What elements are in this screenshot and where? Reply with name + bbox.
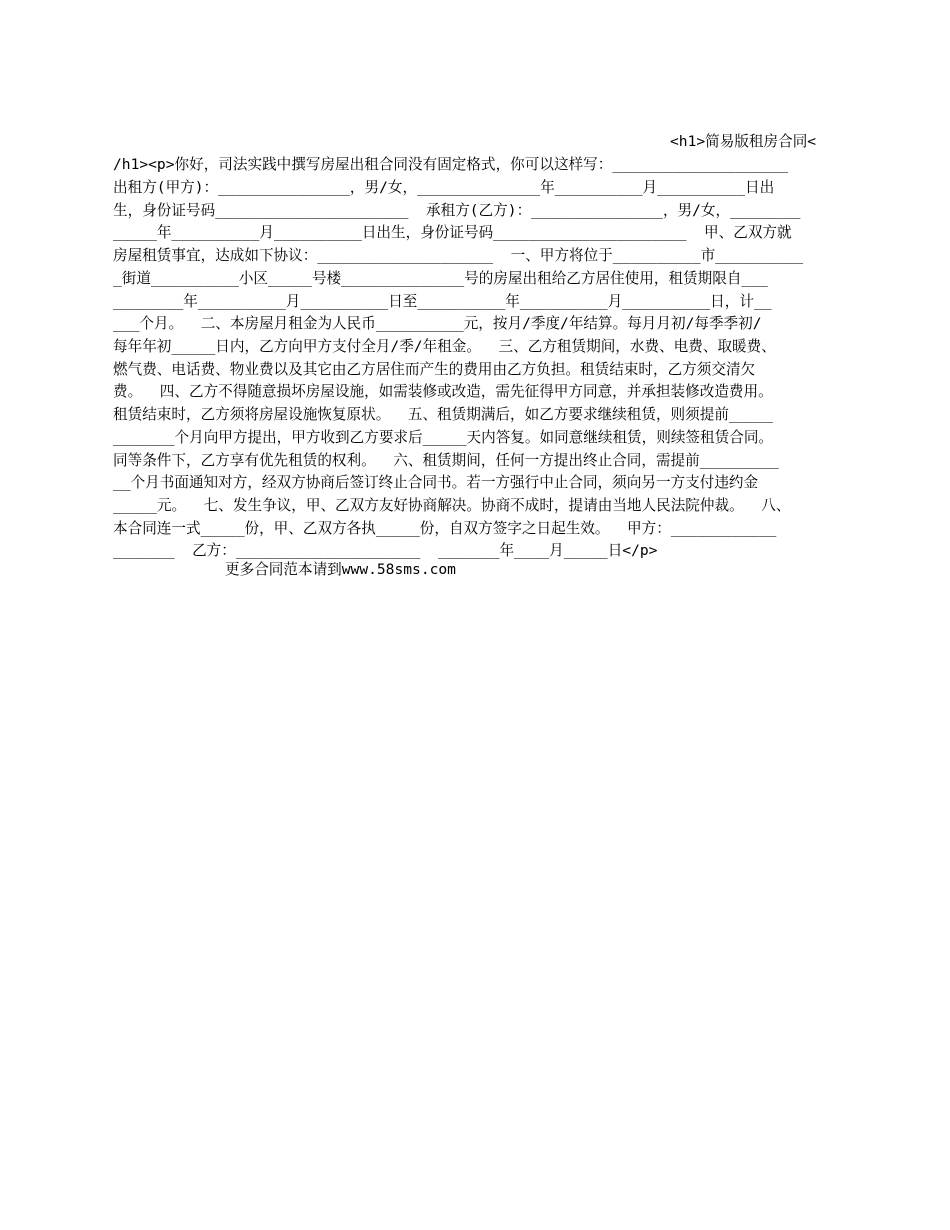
document-line: _街道__________小区_____号楼______________号的房屋出租给乙方居住使用，租赁期限自___ (113, 270, 768, 287)
document-line: ___个月。 二、本房屋月租金为人民币__________元，按月/季度/年结算。每月月初/每季季初/ (113, 315, 762, 332)
document-line: 每年年初_____日内，乙方向甲方支付全月/季/年租金。 三、乙方租赁期间，水费、电费、取暖费、 (113, 338, 776, 355)
document-line: 燃气费、电话费、物业费以及其它由乙方居住而产生的费用由乙方负担。租赁结束时，乙方须交清欠 (113, 361, 756, 378)
document-line: <h1>简易版租房合同< (670, 133, 817, 150)
document-line: _______ 乙方：_____________________ _______年____月_____日</p> (113, 542, 658, 559)
document-line: 出租方(甲方)：_______________，男/女，______________年__________月__________日出 (113, 179, 775, 196)
document-line: 租赁结束时，乙方须将房屋设施恢复原状。 五、租赁期满后，如乙方要求继续租赁，则须提前_____ (113, 406, 773, 423)
document-line: 本合同连一式_____份，甲、乙双方各执_____份，自双方签字之日起生效。 甲方：____________ (113, 520, 777, 537)
document-line: _____年__________月__________日出生，身份证号码______________________ 甲、乙双方就 (113, 224, 792, 241)
document-line: _____元。 七、发生争议，甲、乙双方友好协商解决。协商不成时，提请由当地人民法院仲裁。 八、 (113, 497, 791, 514)
document-line: 房屋租赁事宜，达成如下协议：____________________ 一、甲方将位于__________市__________ (113, 247, 804, 264)
document-line: 生，身份证号码______________________ 承租方(乙方)：_______________，男/女，________ (113, 202, 801, 219)
document-line: 费。 四、乙方不得随意损坏房屋设施，如需装修或改造，需先征得甲方同意，并承担装修改造费用。 (113, 383, 773, 400)
footer-website-text: 更多合同范本请到www.58sms.com (225, 561, 456, 578)
document-line: /h1><p>你好，司法实践中撰写房屋出租合同没有固定格式，你可以这样写：____________________ (113, 156, 789, 173)
document-line: __个月书面通知对方，经双方协商后签订终止合同书。若一方强行中止合同，须向另一方支付违约金 (113, 474, 759, 491)
document-line: ________年__________月__________日至__________年__________月__________日，计__ (113, 293, 772, 310)
document-line: _______个月向甲方提出，甲方收到乙方要求后_____天内答复。如同意继续租赁，则续签租赁合同。 (113, 429, 774, 446)
document-line: 同等条件下，乙方享有优先租赁的权利。 六、租赁期间，任何一方提出终止合同，需提前_________ (113, 452, 779, 469)
